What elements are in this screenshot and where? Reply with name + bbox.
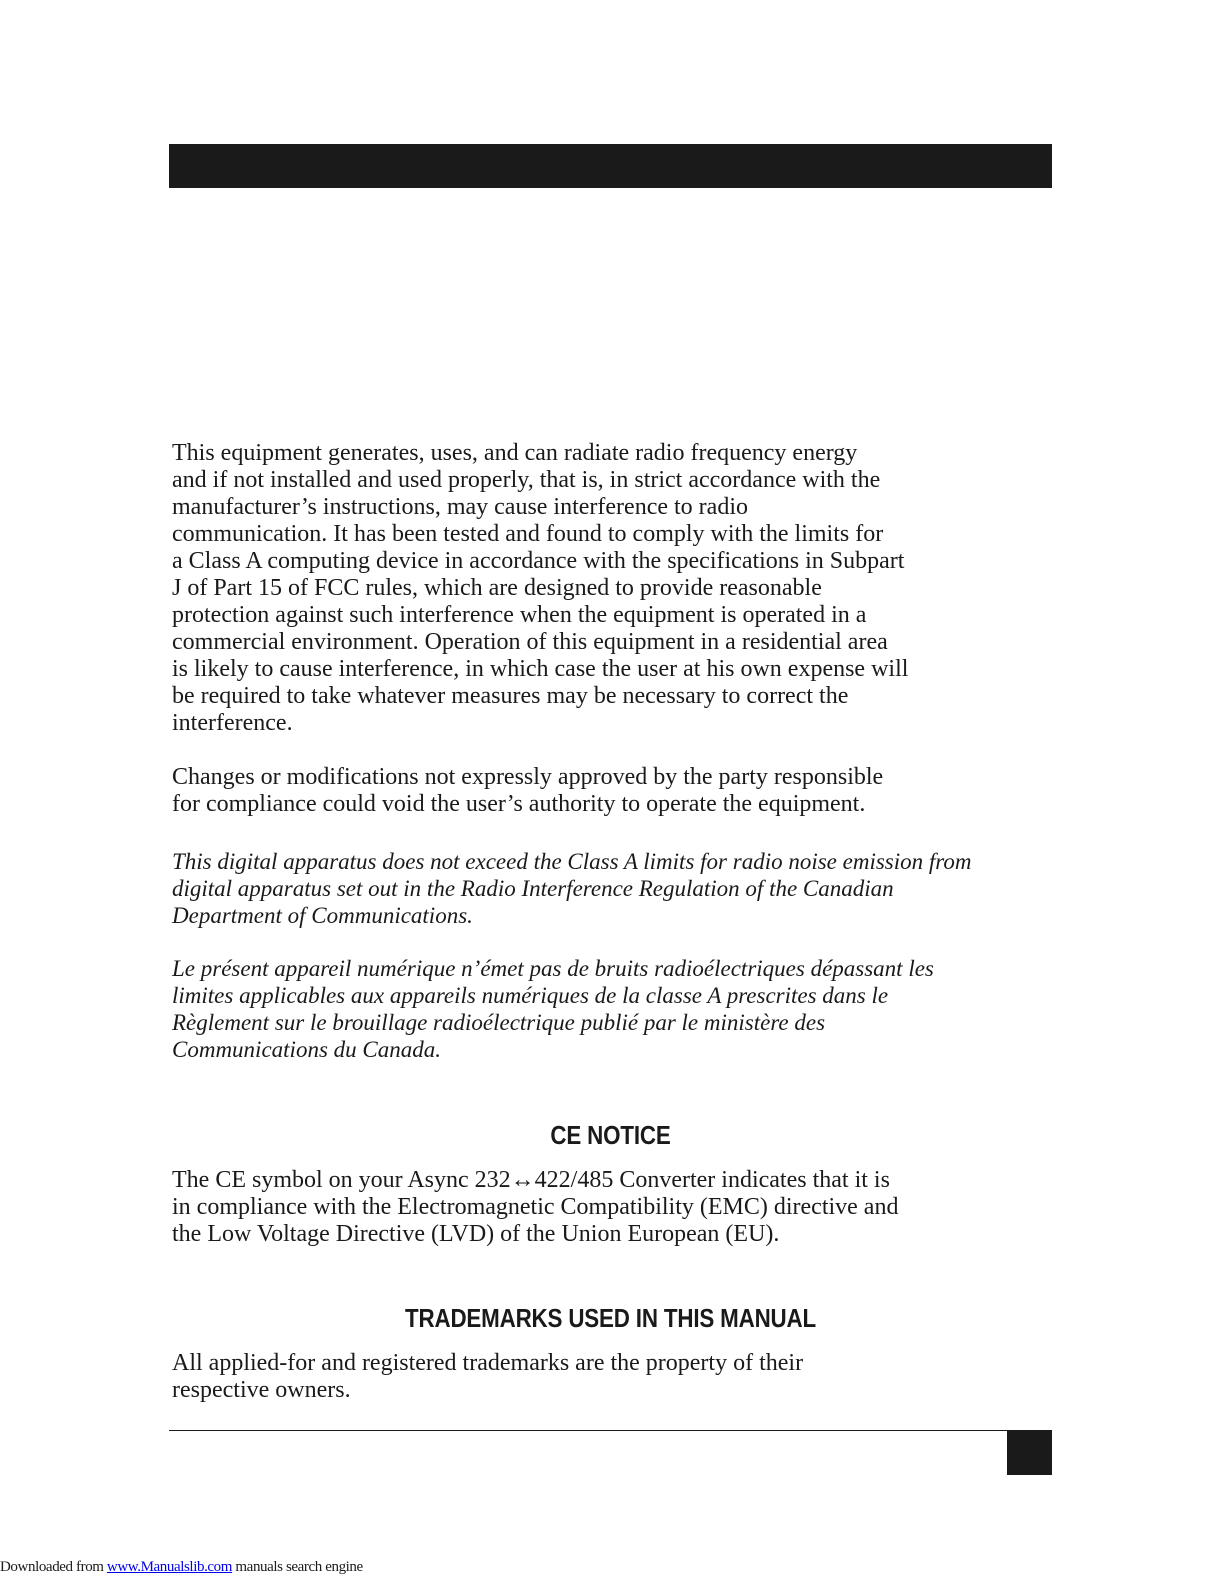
text-line: Le présent appareil numérique n’émet pas de bruits radioélectriques dépassant les (172, 956, 934, 981)
text-line: This digital apparatus does not exceed the Class A limits for radio noise emission from (172, 849, 972, 874)
manualslib-link[interactable]: www.Manualslib.com (106, 1559, 233, 1575)
text-line: manufacturer’s instructions, may cause interference to radio (172, 494, 748, 520)
trademarks-text (172, 1350, 1057, 1404)
text-line: The CE symbol on your Async 232↔422/485 Converter indicates that it is (172, 1167, 890, 1193)
text-line: is likely to cause interference, in which case the user at his own expense will (172, 656, 909, 682)
text-line: Department of Communications. (172, 903, 473, 928)
footer-suffix: manuals search engine (232, 1559, 363, 1575)
text-line: the Low Voltage Directive (LVD) of the Union European (EU). (172, 1221, 780, 1247)
text-line: respective owners. (172, 1377, 351, 1403)
text-line: All applied-for and registered trademarks are the property of their (172, 1350, 804, 1376)
canada-french-statement (172, 955, 1057, 1063)
fcc-statement (172, 440, 1057, 737)
footer-rule (169, 1430, 1052, 1431)
page-number-tab (1007, 1431, 1052, 1475)
text-line: be required to take whatever measures may be necessary to correct the (172, 683, 849, 709)
text-line: This equipment generates, uses, and can radiate radio frequency energy (172, 440, 858, 466)
text-line: a Class A computing device in accordance with the specifications in Subpart (172, 548, 905, 574)
ce-notice-text (172, 1167, 1057, 1248)
ce-notice-heading: CE NOTICE (550, 1120, 671, 1150)
text-line: communication. It has been tested and found to comply with the limits for (172, 521, 884, 547)
text-line: J of Part 15 of FCC rules, which are designed to provide reasonable (172, 575, 822, 601)
text-line: protection against such interference when the equipment is operated in a (172, 602, 867, 628)
trademarks-heading: TRADEMARKS USED IN THIS MANUAL (405, 1303, 816, 1333)
text-line: in compliance with the Electromagnetic Compatibility (EMC) directive and (172, 1194, 899, 1220)
text-line: Règlement sur le brouillage radioélectrique publié par le ministère des (172, 1010, 826, 1035)
text-line: digital apparatus set out in the Radio Interference Regulation of the Canadian (172, 876, 894, 901)
canada-english-statement (172, 848, 1057, 929)
text-line: limites applicables aux appareils numériques de la classe A prescrites dans le (172, 983, 889, 1008)
download-footer (0, 1558, 363, 1576)
text-line: interference. (172, 710, 293, 736)
text-line: Changes or modifications not expressly approved by the party responsible (172, 764, 884, 790)
header-bar (169, 144, 1052, 188)
text-line: Communications du Canada. (172, 1037, 441, 1062)
text-line: and if not installed and used properly, that is, in strict accordance with the (172, 467, 881, 493)
text-line: commercial environment. Operation of this equipment in a residential area (172, 629, 888, 655)
footer-prefix: Downloaded from (0, 1559, 107, 1575)
changes-statement (172, 764, 1057, 818)
text-line: for compliance could void the user’s authority to operate the equipment. (172, 791, 866, 817)
